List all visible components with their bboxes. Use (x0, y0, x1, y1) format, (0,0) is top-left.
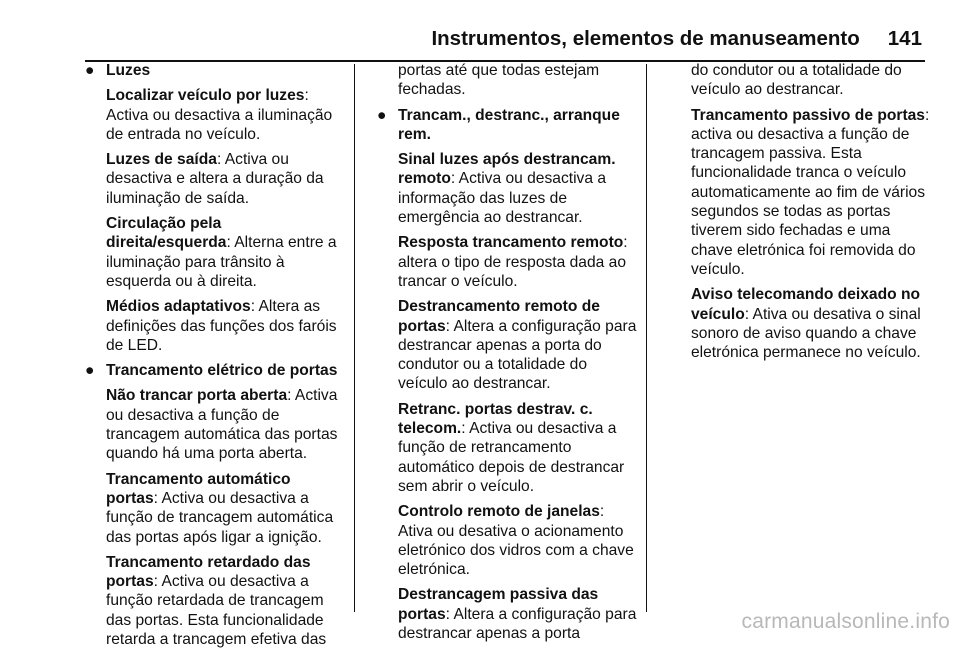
bullet-icon: ● (85, 362, 95, 380)
setting-title: Circulação pela direita/esquerda (106, 215, 227, 252)
bullet-icon: ● (85, 62, 95, 79)
setting-item: Aviso telecomando deixado no veículo: Ativa ou desativa o sinal sonoro de aviso quando a chave eletrónica permanece no veículo. (691, 286, 921, 362)
setting-item: Resposta trancamento remoto: altera o tipo de resposta dada ao trancar o veículo. (398, 234, 628, 290)
setting-title: Trancamento automático portas (106, 470, 291, 507)
setting-item: Controlo remoto de janelas: Ativa ou desativa o acionamento eletrónico dos vidros com a chave eletrónica. (398, 503, 634, 579)
setting-title: Destrancagem passiva das portas (398, 586, 599, 623)
continued-text: portas até que todas estejam fechadas. (398, 62, 600, 99)
column-divider-2 (646, 64, 647, 612)
setting-item: Circulação pela direita/esquerda: Alterna entre a iluminação para trânsito à esquerda ou à direita. (106, 215, 337, 290)
bullet-heading-luzes: ● Luzes (85, 62, 151, 79)
setting-title: Aviso telecomando deixado no veículo (691, 286, 921, 323)
column-divider-1 (354, 64, 355, 612)
setting-title: Destrancamento remoto de portas (398, 298, 600, 335)
setting-item: Não trancar porta aberta: Activa ou desactiva a função de trancagem automática das portas quando há uma porta aberta. (106, 387, 338, 463)
bullet-icon: ● (377, 106, 387, 124)
setting-title: Sinal luzes após destrancam. remoto (398, 151, 616, 188)
column-1 (85, 61, 346, 655)
continued-text: do condutor ou a totalidade do veículo ao destrancar. (691, 62, 902, 99)
setting-item: Sinal luzes após destrancam. remoto: Activa ou desactiva a informação das luzes de emergência ao destrancar. (398, 151, 616, 227)
column-3 (691, 61, 933, 368)
page-title: Instrumentos, elementos de manuseamento (431, 27, 860, 50)
setting-item: Destrancagem passiva das portas: Altera a configuração para destrancar apenas a porta (398, 586, 637, 643)
setting-item: Médios adaptativos: Altera as definições das funções dos faróis de LED. (106, 298, 337, 354)
setting-title: Trancamento retardado das portas (106, 553, 311, 591)
setting-title: Não trancar porta aberta (106, 387, 288, 405)
bullet-heading-trancamento: ● Trancamento elétrico de portas (85, 362, 338, 380)
setting-title: Controlo remoto de janelas (398, 503, 600, 521)
setting-item: Retranc. portas destrav. c. telecom.: Activa ou desactiva a função de retrancamento automático depois de destrancar sem abrir o veículo. (398, 400, 625, 495)
setting-title: Médios adaptativos (106, 298, 251, 316)
setting-title: Luzes de saída (106, 151, 217, 169)
setting-item: Trancamento automático portas: Activa ou desactiva a função de trancagem automática das portas após ligar a ignição. (106, 470, 334, 546)
setting-item: Trancamento passivo de portas: activa ou desactiva a função de trancagem passiva. Esta funcionalidade tranca o veículo automaticamente ao fim de vários segundos se todas as portas tiverem sido fechadas e uma chave eletrónica foi removida do veículo. (691, 106, 930, 278)
setting-item: Destrancamento remoto de portas: Altera a configuração para destrancar apenas a porta do condutor ou a totalidade do veículo ao destrancar. (398, 298, 637, 393)
watermark: carmanualsonline.info (741, 610, 950, 633)
setting-title: Trancamento passivo de portas (691, 106, 925, 124)
setting-item: Localizar veículo por luzes: Activa ou desactiva a iluminação de entrada no veículo. (106, 87, 333, 143)
setting-title: Retranc. portas destrav. c. telecom. (398, 400, 593, 438)
setting-item: Trancamento retardado das portas: Activa ou desactiva a função retardada de trancagem das portas. Esta funcionalidade retarda a trancagem efetiva das (106, 553, 327, 649)
page-number: 141 (887, 27, 922, 50)
column-2 (377, 61, 638, 649)
page-header (0, 27, 922, 51)
setting-title: Localizar veículo por luzes (106, 87, 305, 105)
bullet-heading-remote: ● Trancam., destranc., arranque rem. (377, 106, 620, 143)
setting-title: Resposta trancamento remoto (398, 234, 624, 252)
setting-item: Luzes de saída: Activa ou desactiva e altera a duração da iluminação de saída. (106, 151, 324, 207)
